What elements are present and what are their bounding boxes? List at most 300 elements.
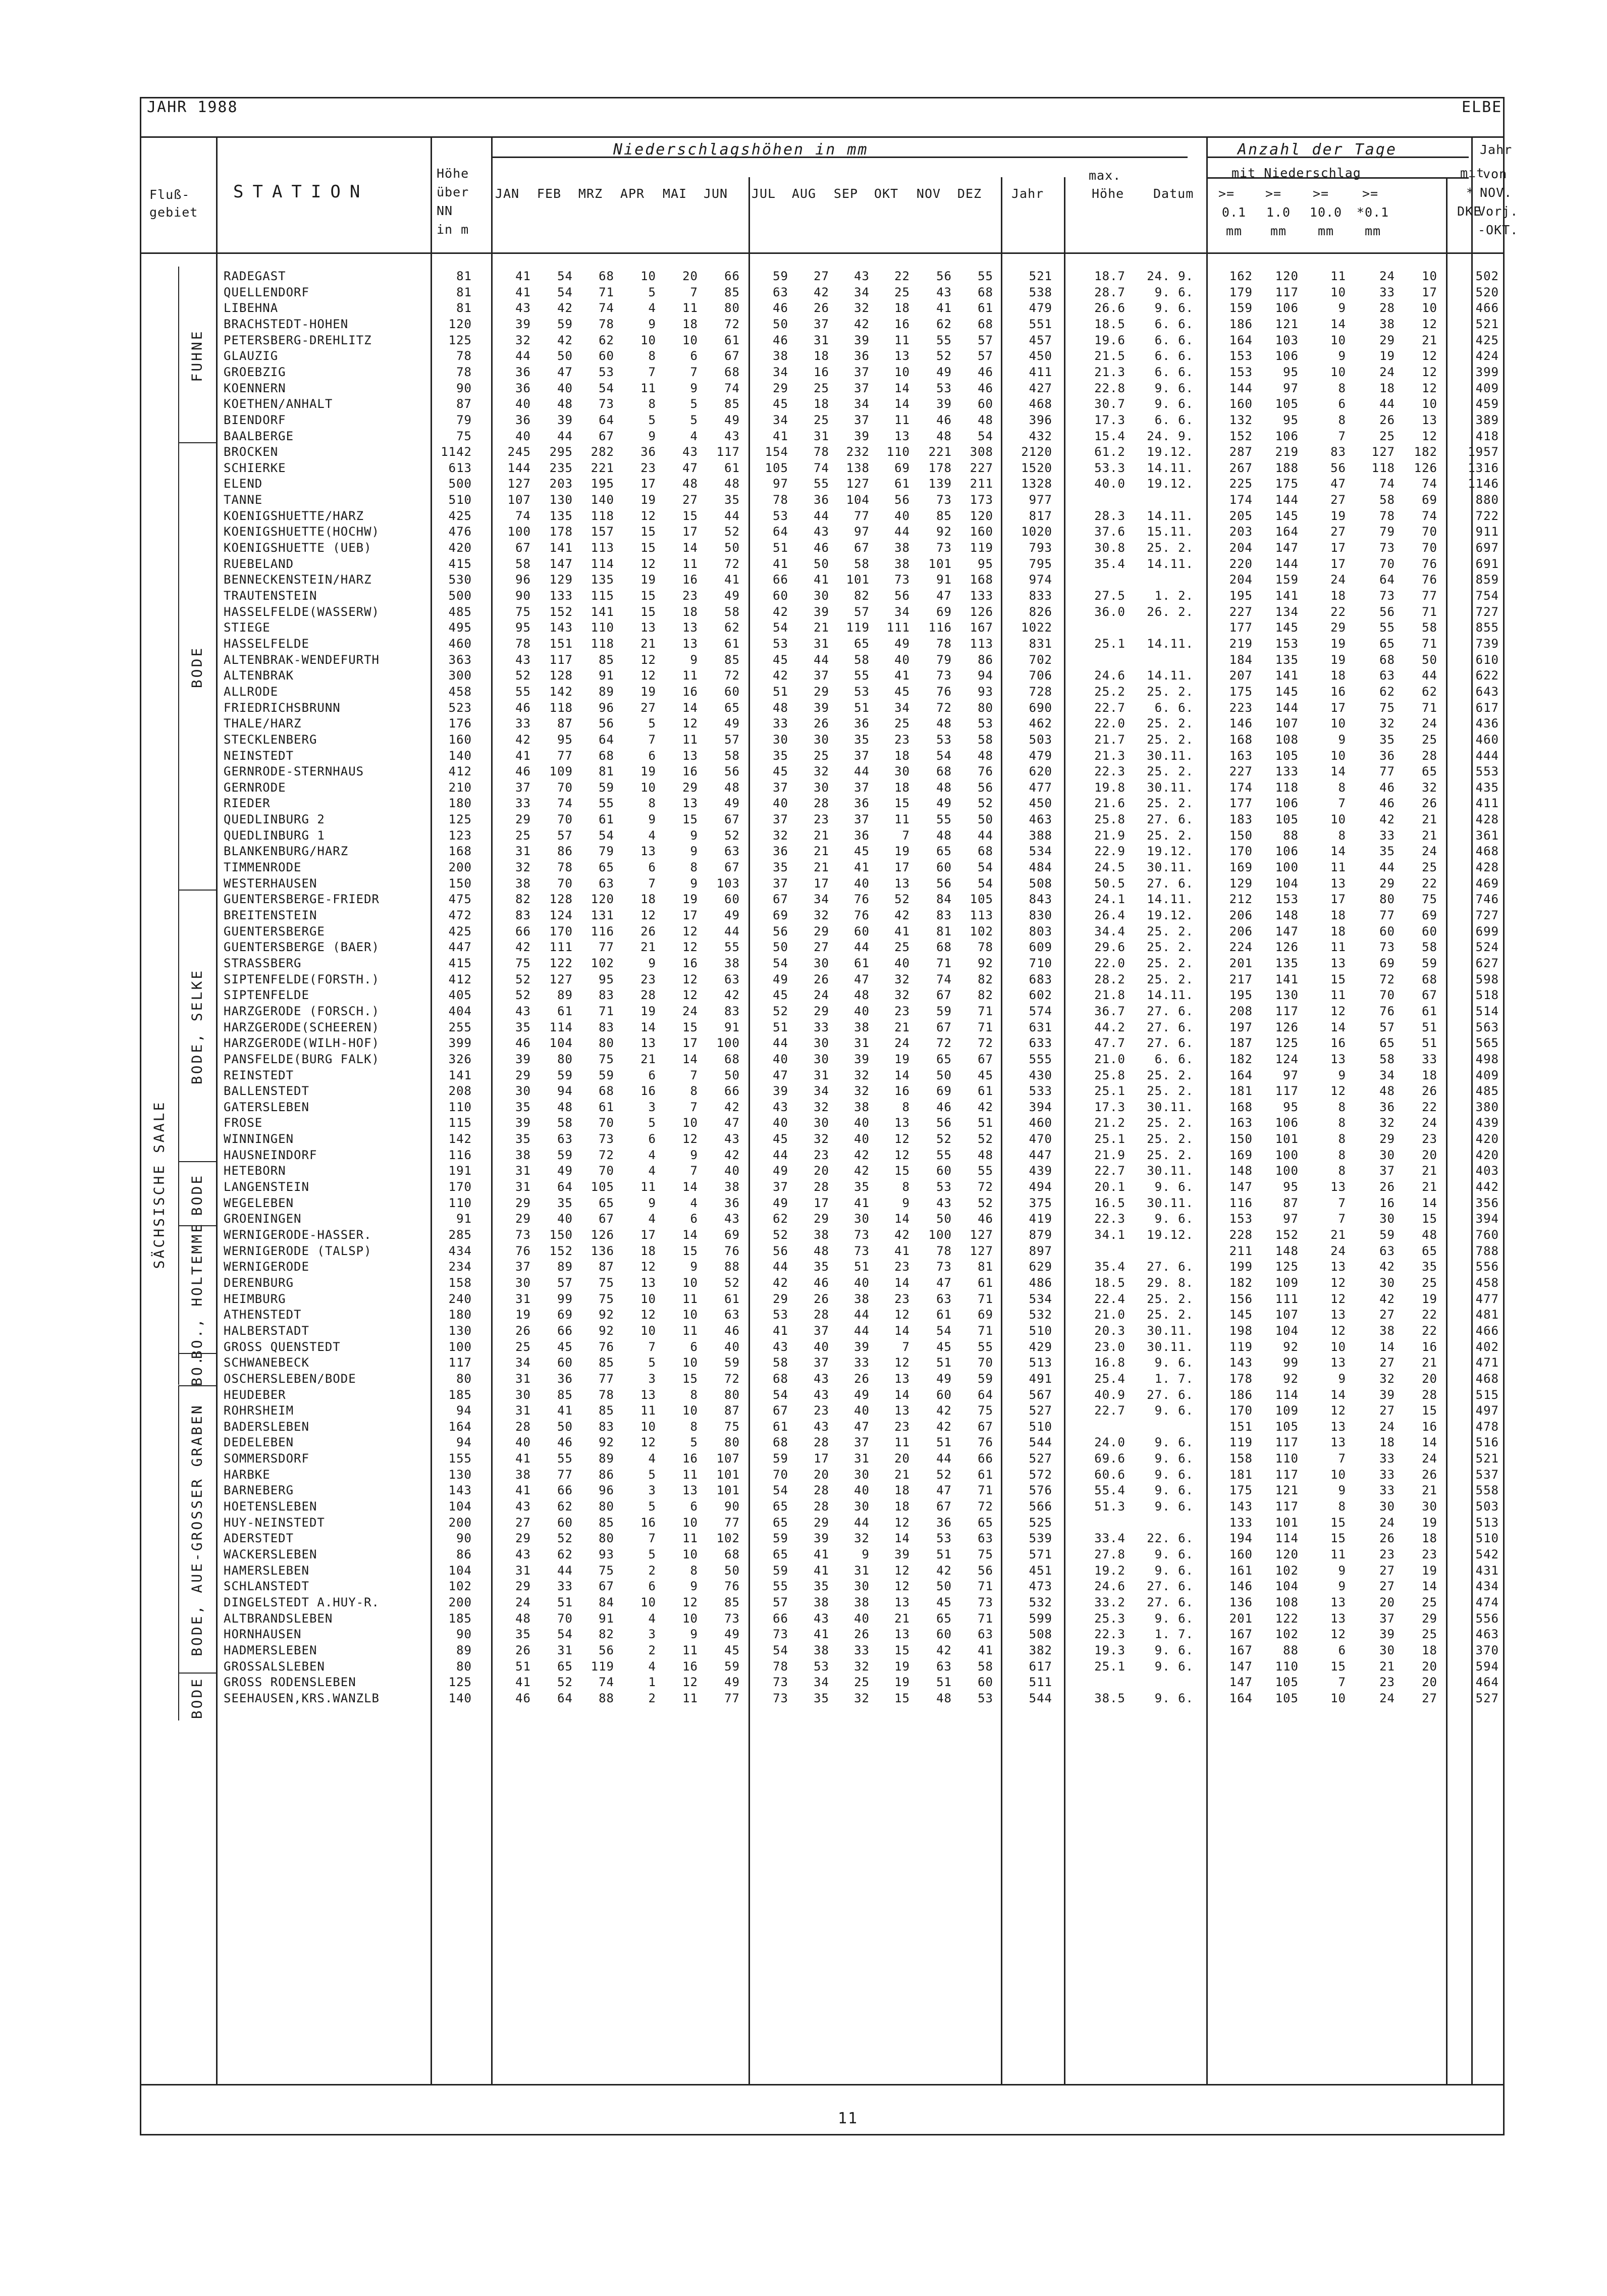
month-value: 53	[599, 364, 614, 379]
month-value: 25	[515, 828, 531, 843]
station-name: OSCHERSLEBEN/BODE	[224, 1371, 356, 1386]
month-value: 55	[936, 1147, 952, 1162]
vorjahr-total: 402	[1475, 1339, 1499, 1354]
month-value: 41	[894, 668, 910, 683]
month-value: 42	[894, 908, 910, 922]
month-value: 10	[682, 1515, 698, 1530]
dke-days: 74	[1422, 508, 1437, 523]
month-value: 41	[724, 572, 740, 587]
month-value: 45	[936, 1339, 952, 1354]
month-value: 178	[549, 525, 573, 539]
month-value: 35	[515, 1627, 531, 1642]
height-cell: 485	[448, 604, 472, 619]
month-value: 25	[894, 285, 910, 299]
month-value: 89	[599, 1451, 614, 1466]
month-value: 35	[515, 1020, 531, 1034]
max-height: 22.3	[1094, 764, 1126, 779]
station-name: SCHIERKE	[224, 460, 286, 475]
month-value: 54	[773, 620, 788, 635]
month-value: 52	[894, 892, 910, 907]
month-value: 11	[682, 1467, 698, 1482]
year-total: 508	[1029, 876, 1052, 891]
month-value: 59	[773, 269, 788, 283]
month-value: 85	[724, 285, 740, 299]
month-value: 55	[515, 684, 531, 699]
max-height: 19.3	[1094, 1643, 1126, 1657]
month-value: 13	[894, 429, 910, 443]
month-value: 83	[599, 1020, 614, 1034]
month-value: 65	[936, 844, 952, 859]
month-value: 8	[690, 1419, 698, 1434]
max-date: 9. 6.	[1154, 1563, 1194, 1578]
month-value: 11	[682, 732, 698, 747]
month-value: 12	[894, 1308, 910, 1322]
month-value: 41	[515, 1675, 531, 1690]
month-value: 55	[557, 1451, 573, 1466]
days-count: 8	[1338, 828, 1346, 843]
days-count: 39	[1379, 1387, 1395, 1402]
days-count: 134	[1275, 604, 1299, 619]
year-label: JAHR 1988	[147, 98, 238, 116]
month-value: 7	[648, 1339, 656, 1354]
days-count: 169	[1229, 860, 1253, 875]
month-value: 53	[936, 381, 952, 395]
station-name: RADEGAST	[224, 269, 286, 283]
month-value: 20	[682, 269, 698, 283]
dke-days: 71	[1422, 700, 1437, 715]
dke-days: 74	[1422, 477, 1437, 491]
days-count: 17	[1330, 892, 1346, 907]
month-value: 84	[599, 1595, 614, 1609]
month-value: 30	[515, 1387, 531, 1402]
month-value: 51	[773, 1020, 788, 1034]
height-cell: 80	[456, 1371, 472, 1386]
height-cell: 460	[448, 636, 472, 651]
days-count: 219	[1229, 636, 1253, 651]
height-cell: 523	[448, 700, 472, 715]
month-value: 104	[846, 493, 870, 507]
height-cell: 191	[448, 1164, 472, 1178]
month-value: 35	[515, 1100, 531, 1114]
month-value: 23	[814, 1147, 829, 1162]
month-value: 100	[716, 1036, 740, 1051]
month-value: 26	[515, 1643, 531, 1657]
month-value: 30	[773, 732, 788, 747]
month-value: 141	[591, 604, 614, 619]
month-value: 52	[515, 668, 531, 683]
month-value: 57	[854, 604, 870, 619]
month-value: 51	[936, 1675, 952, 1690]
max-height: 60.6	[1094, 1467, 1126, 1482]
month-value: 40	[557, 381, 573, 395]
month-value: 10	[640, 1595, 656, 1609]
max-date: 9. 6.	[1154, 1435, 1194, 1450]
month-value: 12	[894, 1579, 910, 1594]
month-value: 68	[724, 1052, 740, 1066]
year-total: 602	[1029, 988, 1052, 1003]
month-value: 10	[640, 1323, 656, 1338]
month-value: 48	[936, 1691, 952, 1705]
days-count: 56	[1379, 604, 1395, 619]
month-value: 16	[682, 1451, 698, 1466]
month-value: 46	[814, 541, 829, 555]
days-count: 56	[1330, 460, 1346, 475]
month-value: 117	[716, 445, 740, 459]
vorjahr-total: 556	[1475, 1260, 1499, 1274]
month-value: 94	[557, 1084, 573, 1099]
days-count: 6	[1338, 1643, 1346, 1657]
max-date: 6. 6.	[1154, 317, 1194, 331]
month-value: 60	[854, 924, 870, 938]
max-height: 21.3	[1094, 364, 1126, 379]
month-value: 18	[894, 780, 910, 795]
days-count: 97	[1283, 1212, 1299, 1226]
days-count: 175	[1229, 1483, 1253, 1498]
height-cell: 530	[448, 572, 472, 587]
month-value: 103	[716, 876, 740, 891]
month-value: 50	[978, 812, 993, 827]
month-value: 67	[936, 988, 952, 1003]
month-value: 135	[549, 508, 573, 523]
header-month-dez: DEZ	[957, 186, 982, 201]
days-count: 223	[1229, 700, 1253, 715]
month-value: 48	[682, 477, 698, 491]
days-count: 201	[1229, 1611, 1253, 1626]
month-value: 49	[724, 796, 740, 811]
month-value: 30	[515, 1275, 531, 1290]
vorjahr-total: 428	[1475, 860, 1499, 875]
month-value: 40	[854, 1403, 870, 1418]
year-total: 521	[1029, 269, 1052, 283]
year-total: 511	[1029, 1675, 1052, 1690]
days-count: 127	[1371, 445, 1395, 459]
station-name: KOENIGSHUETTE/HARZ	[224, 508, 364, 523]
dke-days: 30	[1422, 1499, 1437, 1514]
month-value: 60	[724, 892, 740, 907]
days-count: 37	[1379, 1164, 1395, 1178]
vorjahr-total: 478	[1475, 1419, 1499, 1434]
month-value: 63	[936, 1659, 952, 1674]
month-value: 122	[549, 956, 573, 970]
station-name: QUELLENDORF	[224, 285, 309, 299]
month-value: 57	[773, 1595, 788, 1609]
height-cell: 399	[448, 1036, 472, 1051]
month-value: 70	[557, 876, 573, 891]
dke-days: 58	[1422, 940, 1437, 955]
month-value: 97	[773, 477, 788, 491]
month-value: 7	[690, 1164, 698, 1178]
vorjahr-total: 497	[1475, 1403, 1499, 1418]
year-total: 683	[1029, 972, 1052, 986]
month-value: 55	[599, 796, 614, 811]
vorjahr-total: 859	[1475, 572, 1499, 587]
days-count: 186	[1229, 317, 1253, 331]
days-count: 80	[1379, 892, 1395, 907]
days-count: 106	[1275, 1116, 1299, 1130]
days-count: 15	[1330, 1515, 1346, 1530]
month-value: 63	[978, 1531, 993, 1546]
month-value: 77	[557, 1467, 573, 1482]
height-cell: 79	[456, 412, 472, 427]
vorjahr-total: 563	[1475, 1020, 1499, 1034]
month-value: 32	[814, 1132, 829, 1146]
year-total: 631	[1029, 1020, 1052, 1034]
month-value: 94	[978, 668, 993, 683]
max-date: 30.11.	[1147, 1195, 1194, 1210]
month-value: 42	[724, 988, 740, 1003]
days-count: 175	[1229, 684, 1253, 699]
col-rule-basin	[216, 136, 218, 2084]
days-count: 145	[1275, 508, 1299, 523]
month-value: 44	[814, 508, 829, 523]
dke-days: 12	[1422, 317, 1437, 331]
year-total: 432	[1029, 429, 1052, 443]
group-divider	[178, 442, 216, 443]
max-date: 25. 2.	[1147, 1084, 1194, 1099]
month-value: 21	[814, 844, 829, 859]
month-value: 41	[894, 924, 910, 938]
max-height: 53.3	[1094, 460, 1126, 475]
month-value: 96	[599, 700, 614, 715]
month-value: 79	[599, 844, 614, 859]
month-value: 76	[936, 684, 952, 699]
month-value: 14	[894, 1068, 910, 1082]
header-flussgebiet-1: Fluß-	[149, 187, 190, 202]
month-value: 12	[640, 508, 656, 523]
height-cell: 326	[448, 1052, 472, 1066]
month-value: 40	[854, 1275, 870, 1290]
month-value: 80	[978, 700, 993, 715]
month-value: 37	[773, 812, 788, 827]
dke-days: 10	[1422, 301, 1437, 316]
days-count: 44	[1379, 397, 1395, 411]
days-count: 13	[1330, 1052, 1346, 1066]
days-count: 12	[1330, 1004, 1346, 1018]
month-value: 41	[854, 860, 870, 875]
height-cell: 102	[448, 1579, 472, 1594]
days-count: 159	[1275, 572, 1299, 587]
days-count: 117	[1275, 1435, 1299, 1450]
days-count: 14	[1330, 317, 1346, 331]
month-value: 59	[724, 1659, 740, 1674]
month-value: 33	[854, 1643, 870, 1657]
station-name: WINNINGEN	[224, 1132, 294, 1146]
dke-days: 25	[1422, 732, 1437, 747]
month-value: 129	[549, 572, 573, 587]
days-count: 106	[1275, 429, 1299, 443]
month-value: 29	[515, 1195, 531, 1210]
dke-days: 25	[1422, 860, 1437, 875]
month-value: 60	[773, 589, 788, 603]
max-date: 24. 9.	[1147, 269, 1194, 283]
month-value: 18	[814, 349, 829, 363]
month-value: 30	[814, 1036, 829, 1051]
height-cell: 285	[448, 1228, 472, 1242]
month-value: 59	[724, 1355, 740, 1370]
month-value: 18	[682, 604, 698, 619]
month-value: 46	[773, 333, 788, 347]
month-value: 67	[978, 1419, 993, 1434]
month-value: 12	[640, 556, 656, 571]
days-count: 18	[1379, 1435, 1395, 1450]
height-cell: 100	[448, 1339, 472, 1354]
days-count: 158	[1229, 1451, 1253, 1466]
month-value: 90	[515, 589, 531, 603]
month-value: 11	[894, 333, 910, 347]
month-value: 6	[648, 1068, 656, 1082]
month-value: 65	[724, 700, 740, 715]
height-cell: 90	[456, 1531, 472, 1546]
days-count: 12	[1330, 1275, 1346, 1290]
days-count: 133	[1275, 764, 1299, 779]
station-name: HORNHAUSEN	[224, 1627, 302, 1642]
days-count: 13	[1330, 876, 1346, 891]
max-date: 27. 6.	[1147, 1004, 1194, 1018]
max-date: 9. 6.	[1154, 1403, 1194, 1418]
month-value: 295	[549, 445, 573, 459]
days-count: 8	[1338, 412, 1346, 427]
month-value: 68	[936, 764, 952, 779]
month-value: 18	[640, 1243, 656, 1258]
vorjahr-total: 399	[1475, 364, 1499, 379]
max-height: 30.7	[1094, 397, 1126, 411]
month-value: 67	[599, 429, 614, 443]
month-value: 66	[557, 1483, 573, 1498]
month-value: 37	[773, 1180, 788, 1194]
station-name: GERNRODE-STERNHAUS	[224, 764, 364, 779]
month-value: 5	[648, 1467, 656, 1482]
days-count: 105	[1275, 812, 1299, 827]
dke-days: 25	[1422, 1275, 1437, 1290]
days-count: 27	[1379, 1403, 1395, 1418]
month-value: 26	[854, 1371, 870, 1386]
month-value: 143	[549, 620, 573, 635]
station-name: WESTERHAUSEN	[224, 876, 317, 891]
month-value: 43	[515, 1004, 531, 1018]
month-value: 76	[978, 764, 993, 779]
month-value: 5	[690, 412, 698, 427]
month-value: 48	[936, 716, 952, 731]
month-value: 221	[591, 460, 614, 475]
days-count: 10	[1330, 1691, 1346, 1705]
month-value: 52	[557, 1675, 573, 1690]
month-value: 40	[814, 1339, 829, 1354]
month-value: 7	[690, 1100, 698, 1114]
month-value: 31	[515, 1563, 531, 1578]
month-value: 61	[724, 1291, 740, 1306]
month-value: 10	[894, 364, 910, 379]
height-cell: 405	[448, 988, 472, 1003]
header-niederschlag: Niederschlagshöhen in mm	[613, 141, 869, 159]
station-name: GATERSLEBEN	[224, 1100, 309, 1114]
month-value: 76	[978, 1435, 993, 1450]
year-total: 544	[1029, 1691, 1052, 1705]
month-value: 46	[978, 1212, 993, 1226]
month-value: 41	[515, 269, 531, 283]
dke-days: 17	[1422, 285, 1437, 299]
station-name: GROEBZIG	[224, 364, 286, 379]
dke-days: 24	[1422, 716, 1437, 731]
month-value: 31	[814, 429, 829, 443]
month-value: 73	[936, 493, 952, 507]
month-value: 5	[648, 1499, 656, 1514]
month-value: 23	[894, 1291, 910, 1306]
month-value: 52	[773, 1004, 788, 1018]
month-value: 75	[599, 1291, 614, 1306]
height-cell: 130	[448, 1323, 472, 1338]
month-value: 6	[648, 748, 656, 763]
max-date: 9. 6.	[1154, 1355, 1194, 1370]
month-value: 37	[773, 876, 788, 891]
days-count: 120	[1275, 269, 1299, 283]
month-value: 53	[773, 636, 788, 651]
month-value: 72	[978, 1180, 993, 1194]
month-value: 59	[773, 1563, 788, 1578]
month-value: 16	[682, 1659, 698, 1674]
station-name: BIENDORF	[224, 412, 286, 427]
month-value: 14	[894, 1275, 910, 1290]
vorjahr-total: 463	[1475, 1627, 1499, 1642]
header-threshold-unit-3: mm	[1364, 224, 1381, 238]
height-cell: 255	[448, 1020, 472, 1034]
month-value: 42	[936, 1643, 952, 1657]
month-value: 39	[515, 1116, 531, 1130]
days-count: 225	[1229, 477, 1253, 491]
vorjahr-total: 460	[1475, 732, 1499, 747]
month-value: 10	[682, 1611, 698, 1626]
month-value: 50	[557, 349, 573, 363]
station-name: DINGELSTEDT A.HUY-R.	[224, 1595, 380, 1609]
month-value: 11	[682, 1643, 698, 1657]
year-total: 430	[1029, 1068, 1052, 1082]
dke-days: 19	[1422, 1515, 1437, 1530]
year-total: 551	[1029, 317, 1052, 331]
month-value: 65	[936, 1611, 952, 1626]
days-count: 75	[1379, 700, 1395, 715]
days-count: 27	[1379, 1308, 1395, 1322]
month-value: 38	[814, 1643, 829, 1657]
days-count: 148	[1229, 1164, 1253, 1178]
station-name: ALTENBRAK-WENDEFURTH	[224, 652, 380, 667]
days-count: 30	[1379, 1643, 1395, 1657]
month-value: 32	[854, 1659, 870, 1674]
month-value: 47	[936, 1483, 952, 1498]
month-value: 48	[773, 700, 788, 715]
month-value: 12	[894, 1515, 910, 1530]
max-date: 14.11.	[1147, 892, 1194, 907]
month-value: 61	[557, 1004, 573, 1018]
vorjahr-total: 474	[1475, 1595, 1499, 1609]
month-value: 4	[648, 1659, 656, 1674]
year-total: 803	[1029, 924, 1052, 938]
height-cell: 613	[448, 460, 472, 475]
vorjahr-total: 468	[1475, 1371, 1499, 1386]
month-value: 53	[814, 1659, 829, 1674]
month-value: 73	[854, 1228, 870, 1242]
year-total: 702	[1029, 652, 1052, 667]
height-cell: 412	[448, 972, 472, 986]
month-value: 221	[928, 445, 952, 459]
station-name: HALBERSTADT	[224, 1323, 309, 1338]
month-value: 4	[648, 1147, 656, 1162]
month-value: 15	[640, 541, 656, 555]
month-value: 26	[814, 972, 829, 986]
month-value: 25	[894, 716, 910, 731]
max-height: 18.5	[1094, 317, 1126, 331]
group-rule	[178, 1673, 179, 1720]
month-value: 80	[599, 1036, 614, 1051]
station-name: NEINSTEDT	[224, 748, 294, 763]
